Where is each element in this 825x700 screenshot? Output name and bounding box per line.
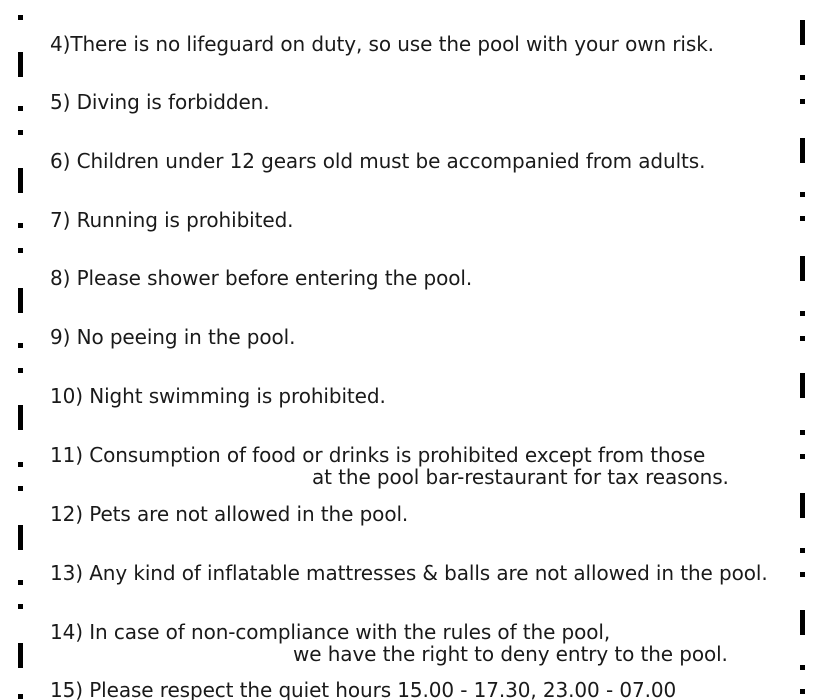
border-bar: [18, 643, 23, 668]
rule-8: [50, 267, 472, 289]
rule-text-continued: at the pool bar-restaurant for tax reasons.: [312, 465, 729, 489]
border-bar: [18, 52, 23, 77]
rule-text: 12) Pets are not allowed in the pool.: [50, 502, 409, 526]
border-bar: [18, 288, 23, 313]
border-bar: [800, 20, 805, 45]
border-bar: [800, 138, 805, 163]
rule-15: [50, 679, 676, 700]
rule-text: 6) Children under 12 gears old must be accompanied from adults.: [50, 149, 706, 173]
border-dot: [18, 486, 23, 491]
border-dot: [18, 248, 23, 253]
border-dot: [18, 580, 23, 585]
border-bar: [18, 405, 23, 430]
rule-12: [50, 503, 408, 525]
rule-4: [50, 33, 714, 55]
border-bar: [18, 525, 23, 550]
border-dot: [800, 336, 805, 341]
border-dot: [800, 665, 805, 670]
border-bar: [800, 493, 805, 518]
border-dot: [800, 216, 805, 221]
border-dot: [18, 368, 23, 373]
rule-text: 10) Night swimming is prohibited.: [50, 384, 386, 408]
rule-text: 14) In case of non-compliance with the rules of the pool,: [50, 620, 611, 644]
rule-text: 13) Any kind of inflatable mattresses & balls are not allowed in the pool.: [50, 561, 768, 585]
border-bar: [800, 373, 805, 398]
border-dot: [18, 130, 23, 135]
border-dot: [800, 689, 805, 694]
border-dot: [800, 548, 805, 553]
rule-14: [50, 621, 728, 665]
rule-13: [50, 562, 768, 584]
border-dot: [18, 462, 23, 467]
rule-text-continued: we have the right to deny entry to the pool.: [293, 642, 728, 666]
rule-9: [50, 326, 295, 348]
rule-11: [50, 444, 729, 488]
border-dot: [18, 694, 23, 699]
rule-text: 15) Please respect the quiet hours 15.00 - 17.30, 23.00 - 07.00: [50, 678, 677, 700]
border-dot: [800, 311, 805, 316]
rule-6: [50, 150, 705, 172]
border-dot: [800, 430, 805, 435]
border-bar: [800, 256, 805, 281]
rule-text: 5) Diving is forbidden.: [50, 90, 270, 114]
border-dot: [800, 572, 805, 577]
rule-text: 9) No peeing in the pool.: [50, 325, 296, 349]
border-dot: [800, 454, 805, 459]
border-dot: [18, 15, 23, 20]
rule-text: 8) Please shower before entering the pool.: [50, 266, 473, 290]
border-dot: [800, 75, 805, 80]
border-dot: [18, 223, 23, 228]
rule-text: 4)There is no lifeguard on duty, so use the pool with your own risk.: [50, 32, 714, 56]
rule-text: 7) Running is prohibited.: [50, 208, 294, 232]
border-dot: [18, 106, 23, 111]
border-bar: [18, 168, 23, 193]
rule-7: [50, 209, 293, 231]
rule-text: 11) Consumption of food or drinks is prohibited except from those: [50, 443, 706, 467]
border-dot: [800, 99, 805, 104]
border-dot: [800, 192, 805, 197]
rule-10: [50, 385, 386, 407]
rule-5: [50, 91, 269, 113]
border-dot: [18, 343, 23, 348]
border-dot: [18, 604, 23, 609]
border-bar: [800, 610, 805, 635]
